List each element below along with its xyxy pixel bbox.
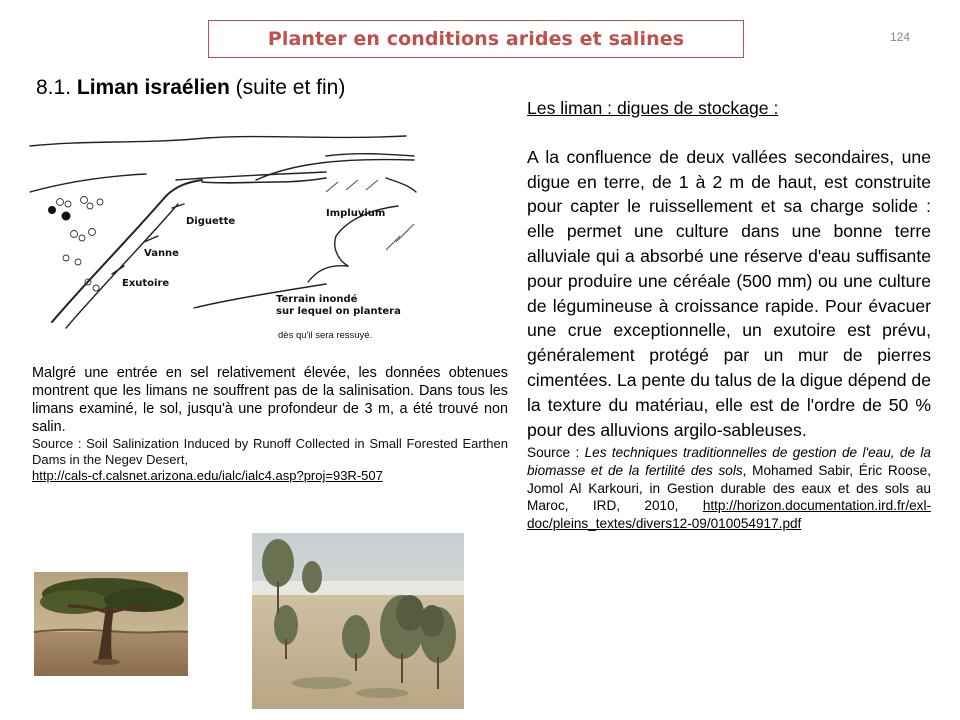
flooded-tree-photo <box>34 572 188 676</box>
page-number: 124 <box>890 30 911 44</box>
liman-sketch <box>26 132 418 346</box>
right-source-link[interactable]: http://horizon.documentation.ird.fr/exl-doc/pleins_textes/divers12-09/010054917.pdf <box>527 498 931 531</box>
label-terrain-1: Terrain inondé <box>276 294 358 305</box>
left-source-link[interactable]: http://cals-cf.calsnet.arizona.edu/ialc/ialc4.asp?proj=93R-507 <box>32 468 383 483</box>
label-exutoire: Exutoire <box>122 278 170 289</box>
left-text-block <box>32 364 508 484</box>
label-terrain-2: sur lequel on plantera <box>276 306 401 317</box>
sketch-caption: dès qu'il sera ressuyé. <box>278 330 373 341</box>
arid-trees-photo <box>252 533 464 709</box>
section-suffix: (suite et fin) <box>235 76 346 99</box>
right-source <box>527 444 931 532</box>
right-paragraph: A la confluence de deux vallées secondaires, une digue en terre, de 1 à 2 m de haut, est construite pour capter le ruissellement et sa charge solide : elle permet une culture dans une bonne terre alluviale qui a absorbé une réserve d'eau suffisante pour produire une céréale (500 mm) ou une culture de légumineuse à croissance rapide. Pour évacuer une crue exceptionnelle, un exutoire est prévu, généralement protégé par un mur de pierres cimentées. La pente du talus de la digue dépend de la texture du matériau, elle est de l'ordre de 50 % pour des alluvions argilo-sableuses. <box>527 146 931 440</box>
title-box <box>208 20 744 58</box>
page-title: Planter en conditions arides et salines <box>267 28 685 50</box>
right-source-title: Les techniques traditionnelles de gestion de l'eau, de la biomasse et de la fertilité des sols <box>527 445 931 478</box>
section-number: 8.1. <box>36 76 72 99</box>
right-source-prefix: Source : <box>527 445 585 461</box>
right-heading-text: Les liman : digues de stockage <box>527 98 769 118</box>
left-source: Source : Soil Salinization Induced by Runoff Collected in Small Forested Earthen Dams in the Negev Desert, <box>32 436 508 467</box>
label-impluvium: Impluvium <box>326 208 386 219</box>
left-paragraph: Malgré une entrée en sel relativement élevée, les données obtenues montrent que les limans ne souffrent pas de la salinisation. Dans tous les limans examiné, le sol, jusqu'à une profondeur de 3 m, a été trouvé non salin. <box>32 365 508 435</box>
label-diguette: Diguette <box>186 216 236 227</box>
section-heading <box>36 76 345 100</box>
label-vanne: Vanne <box>144 248 179 259</box>
right-heading <box>527 96 931 121</box>
right-source-rest: , Mohamed Sabir, Éric Roose, Jomol Al Karkouri, in Gestion durable des eaux et des sols au Maroc, IRD, 2010, <box>527 462 931 514</box>
right-heading-suffix: : <box>768 98 779 118</box>
section-title: Liman israélien <box>76 76 230 99</box>
right-text-column <box>527 96 931 532</box>
